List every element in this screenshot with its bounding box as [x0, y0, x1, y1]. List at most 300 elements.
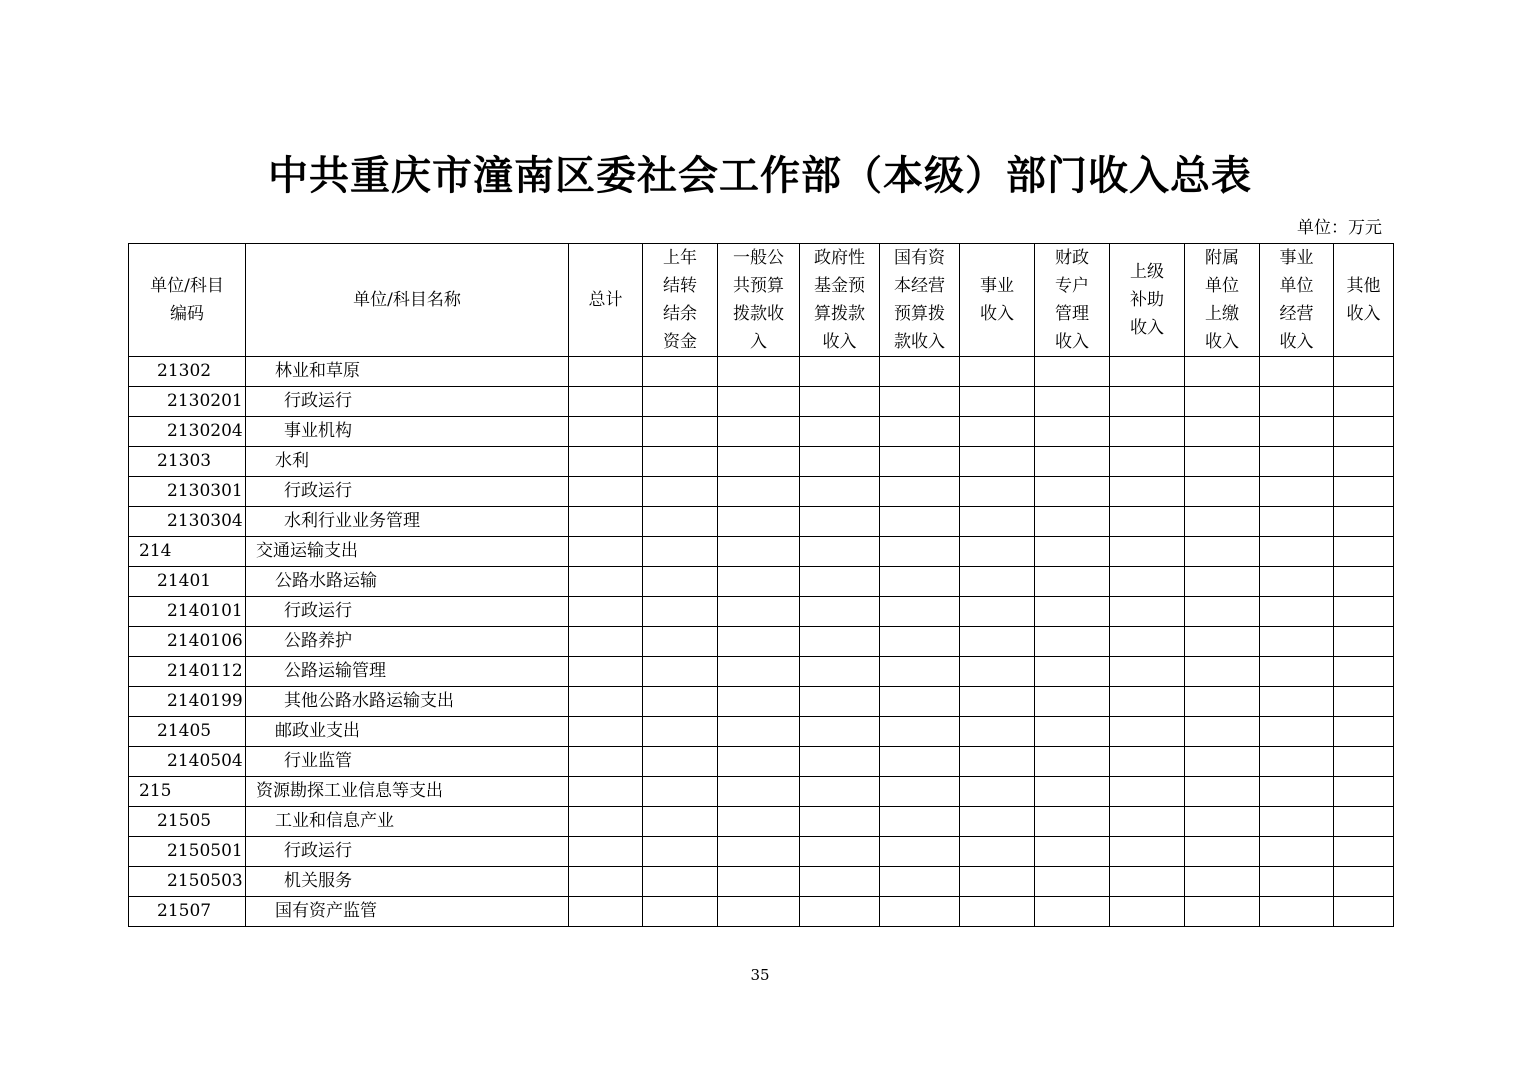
row-code: 2150501: [129, 837, 246, 867]
row-value-cell: [1185, 387, 1260, 417]
header-line: 管理: [1055, 304, 1089, 324]
row-value-cell: [1110, 447, 1185, 477]
row-value-cell: [569, 447, 643, 477]
row-value-cell: [800, 687, 880, 717]
row-name: 交通运输支出: [246, 537, 569, 567]
table-row: [129, 387, 1394, 417]
row-value-cell: [800, 717, 880, 747]
header-line: 事业: [980, 276, 1014, 296]
table-body: [129, 357, 1394, 927]
row-value-cell: [1035, 777, 1110, 807]
header-line: 收入: [1205, 332, 1239, 352]
row-value-cell: [1035, 657, 1110, 687]
income-summary-table: [128, 243, 1394, 927]
row-value-cell: [718, 507, 800, 537]
row-value-cell: [960, 897, 1035, 927]
header-line: 收入: [822, 332, 857, 352]
row-value-cell: [1035, 807, 1110, 837]
header-line: 上级: [1130, 262, 1164, 282]
table-row: [129, 417, 1394, 447]
header-line: 收入: [1279, 332, 1314, 352]
row-code: 2130204: [129, 417, 246, 447]
row-value-cell: [960, 507, 1035, 537]
header-carryover: [643, 244, 718, 357]
table-row: [129, 777, 1394, 807]
row-value-cell: [960, 477, 1035, 507]
header-line: 本经营: [894, 276, 945, 296]
row-value-cell: [569, 357, 643, 387]
row-value-cell: [1260, 597, 1334, 627]
row-value-cell: [569, 747, 643, 777]
row-value-cell: [569, 777, 643, 807]
row-value-cell: [800, 387, 880, 417]
table-row: [129, 717, 1394, 747]
header-upper-subsidy: [1110, 244, 1185, 357]
row-value-cell: [643, 567, 718, 597]
row-value-cell: [718, 867, 800, 897]
row-value-cell: [1260, 627, 1334, 657]
row-value-cell: [800, 537, 880, 567]
row-value-cell: [1035, 867, 1110, 897]
row-value-cell: [880, 387, 960, 417]
row-value-cell: [643, 387, 718, 417]
row-name: 其他公路水路运输支出: [246, 687, 569, 717]
row-value-cell: [1260, 357, 1334, 387]
header-line: 总计: [588, 290, 623, 310]
row-value-cell: [569, 837, 643, 867]
row-value-cell: [1334, 627, 1394, 657]
row-value-cell: [800, 657, 880, 687]
row-value-cell: [880, 897, 960, 927]
row-value-cell: [1185, 657, 1260, 687]
row-code: 2130301: [129, 477, 246, 507]
row-value-cell: [1334, 717, 1394, 747]
row-value-cell: [880, 537, 960, 567]
row-value-cell: [1334, 687, 1394, 717]
row-code: 21401: [129, 567, 246, 597]
row-value-cell: [1110, 717, 1185, 747]
row-value-cell: [1110, 837, 1185, 867]
row-value-cell: [880, 747, 960, 777]
row-name: 公路水路运输: [246, 567, 569, 597]
table-row: [129, 867, 1394, 897]
header-fiscal-special: [1035, 244, 1110, 357]
row-value-cell: [1334, 537, 1394, 567]
header-code: [129, 244, 246, 357]
row-value-cell: [1260, 447, 1334, 477]
row-code: 21303: [129, 447, 246, 477]
row-value-cell: [1035, 507, 1110, 537]
table-row: [129, 567, 1394, 597]
row-value-cell: [569, 717, 643, 747]
row-value-cell: [960, 837, 1035, 867]
table-row: [129, 747, 1394, 777]
row-name: 公路运输管理: [246, 657, 569, 687]
row-value-cell: [1334, 867, 1394, 897]
row-value-cell: [1110, 807, 1185, 837]
header-business-income: [960, 244, 1035, 357]
row-value-cell: [569, 507, 643, 537]
row-value-cell: [718, 897, 800, 927]
header-line: 基金预: [814, 276, 865, 296]
row-value-cell: [960, 717, 1035, 747]
row-name: 公路养护: [246, 627, 569, 657]
row-value-cell: [1185, 357, 1260, 387]
row-value-cell: [1185, 597, 1260, 627]
row-value-cell: [1035, 387, 1110, 417]
table-row: [129, 537, 1394, 567]
row-value-cell: [1260, 657, 1334, 687]
row-value-cell: [880, 657, 960, 687]
header-general-budget: [718, 244, 800, 357]
row-value-cell: [1110, 777, 1185, 807]
header-line: 入: [750, 332, 767, 352]
row-value-cell: [960, 627, 1035, 657]
row-name: 行业监管: [246, 747, 569, 777]
row-value-cell: [718, 627, 800, 657]
row-value-cell: [880, 477, 960, 507]
header-line: 单位: [1205, 276, 1239, 296]
row-value-cell: [643, 597, 718, 627]
header-gov-fund: [800, 244, 880, 357]
row-value-cell: [1110, 537, 1185, 567]
row-value-cell: [1035, 537, 1110, 567]
header-line: 结余: [663, 304, 697, 324]
row-value-cell: [1110, 897, 1185, 927]
row-value-cell: [1185, 627, 1260, 657]
header-row: [129, 244, 1394, 357]
header-state-capital: [880, 244, 960, 357]
row-name: 邮政业支出: [246, 717, 569, 747]
row-value-cell: [800, 867, 880, 897]
row-value-cell: [1334, 897, 1394, 927]
row-value-cell: [1260, 747, 1334, 777]
row-value-cell: [1110, 507, 1185, 537]
row-name: 行政运行: [246, 837, 569, 867]
row-value-cell: [1334, 777, 1394, 807]
row-value-cell: [643, 687, 718, 717]
header-line: 专户: [1055, 276, 1089, 296]
header-line: 编码: [170, 304, 204, 324]
row-value-cell: [569, 477, 643, 507]
row-value-cell: [1334, 837, 1394, 867]
header-other-income: [1334, 244, 1394, 357]
row-value-cell: [960, 747, 1035, 777]
table-row: [129, 657, 1394, 687]
row-value-cell: [960, 777, 1035, 807]
row-value-cell: [1035, 567, 1110, 597]
row-code: 2140106: [129, 627, 246, 657]
row-value-cell: [1185, 837, 1260, 867]
row-name: 行政运行: [246, 387, 569, 417]
row-value-cell: [1334, 387, 1394, 417]
row-name: 国有资产监管: [246, 897, 569, 927]
header-name: [246, 244, 569, 357]
row-value-cell: [800, 477, 880, 507]
row-code: 21405: [129, 717, 246, 747]
row-value-cell: [800, 747, 880, 777]
row-value-cell: [1185, 807, 1260, 837]
row-value-cell: [1035, 717, 1110, 747]
row-value-cell: [1110, 867, 1185, 897]
row-value-cell: [1260, 687, 1334, 717]
row-value-cell: [1185, 507, 1260, 537]
row-value-cell: [718, 447, 800, 477]
table-row: [129, 807, 1394, 837]
row-value-cell: [800, 507, 880, 537]
row-value-cell: [800, 777, 880, 807]
row-value-cell: [960, 417, 1035, 447]
row-value-cell: [880, 357, 960, 387]
table-row: [129, 507, 1394, 537]
row-value-cell: [1035, 687, 1110, 717]
row-value-cell: [1185, 897, 1260, 927]
row-value-cell: [960, 447, 1035, 477]
row-value-cell: [643, 507, 718, 537]
row-value-cell: [718, 687, 800, 717]
header-line: 共预算: [733, 276, 784, 296]
row-value-cell: [960, 567, 1035, 597]
row-value-cell: [718, 657, 800, 687]
row-name: 事业机构: [246, 417, 569, 447]
row-value-cell: [880, 417, 960, 447]
row-value-cell: [1260, 777, 1334, 807]
row-value-cell: [880, 807, 960, 837]
header-line: 结转: [663, 276, 697, 296]
row-code: 21302: [129, 357, 246, 387]
row-value-cell: [569, 417, 643, 447]
header-line: 拨款收: [733, 304, 784, 324]
row-value-cell: [960, 687, 1035, 717]
row-code: 214: [129, 537, 246, 567]
row-value-cell: [1334, 357, 1394, 387]
row-code: 2140199: [129, 687, 246, 717]
row-value-cell: [1185, 477, 1260, 507]
row-value-cell: [1260, 837, 1334, 867]
row-value-cell: [1035, 837, 1110, 867]
row-value-cell: [1110, 657, 1185, 687]
header-line: 政府性: [814, 248, 865, 268]
header-line: 财政: [1055, 248, 1089, 268]
table-row: [129, 897, 1394, 927]
row-value-cell: [1110, 387, 1185, 417]
row-value-cell: [1035, 477, 1110, 507]
row-value-cell: [718, 567, 800, 597]
row-code: 21505: [129, 807, 246, 837]
row-value-cell: [1110, 357, 1185, 387]
row-value-cell: [1260, 507, 1334, 537]
row-value-cell: [569, 657, 643, 687]
row-value-cell: [643, 447, 718, 477]
row-value-cell: [1110, 687, 1185, 717]
header-line: 款收入: [894, 332, 945, 352]
row-value-cell: [569, 537, 643, 567]
table-row: [129, 687, 1394, 717]
table-row: [129, 837, 1394, 867]
row-value-cell: [880, 447, 960, 477]
row-value-cell: [800, 837, 880, 867]
header-affiliate-payment: [1185, 244, 1260, 357]
row-value-cell: [1110, 597, 1185, 627]
row-value-cell: [800, 597, 880, 627]
row-name: 林业和草原: [246, 357, 569, 387]
row-value-cell: [1185, 687, 1260, 717]
table-row: [129, 447, 1394, 477]
row-value-cell: [1260, 867, 1334, 897]
header-line: 收入: [1346, 304, 1381, 324]
row-value-cell: [1260, 567, 1334, 597]
header-line: 上缴: [1205, 304, 1239, 324]
row-value-cell: [960, 807, 1035, 837]
row-value-cell: [1334, 597, 1394, 627]
row-value-cell: [643, 777, 718, 807]
row-value-cell: [643, 747, 718, 777]
row-value-cell: [1110, 627, 1185, 657]
row-value-cell: [1185, 867, 1260, 897]
row-value-cell: [960, 387, 1035, 417]
row-value-cell: [643, 477, 718, 507]
row-name: 工业和信息产业: [246, 807, 569, 837]
header-line: 单位/科目名称: [353, 290, 461, 310]
row-value-cell: [643, 807, 718, 837]
row-value-cell: [880, 507, 960, 537]
row-value-cell: [880, 717, 960, 747]
row-value-cell: [1110, 477, 1185, 507]
header-line: 一般公: [733, 248, 784, 268]
header-line: 其他: [1346, 276, 1381, 296]
row-value-cell: [643, 867, 718, 897]
row-value-cell: [718, 387, 800, 417]
row-value-cell: [1260, 537, 1334, 567]
row-code: 2140101: [129, 597, 246, 627]
row-value-cell: [1334, 417, 1394, 447]
header-business-operating: [1260, 244, 1334, 357]
row-value-cell: [569, 597, 643, 627]
header-line: 国有资: [894, 248, 945, 268]
row-value-cell: [1260, 387, 1334, 417]
row-value-cell: [1035, 357, 1110, 387]
row-value-cell: [1260, 807, 1334, 837]
row-value-cell: [1185, 537, 1260, 567]
header-line: 收入: [980, 304, 1014, 324]
row-value-cell: [643, 537, 718, 567]
row-value-cell: [569, 387, 643, 417]
row-value-cell: [1110, 747, 1185, 777]
row-value-cell: [718, 477, 800, 507]
header-line: 经营: [1279, 304, 1314, 324]
row-value-cell: [1260, 417, 1334, 447]
row-value-cell: [880, 687, 960, 717]
row-name: 水利行业业务管理: [246, 507, 569, 537]
row-value-cell: [569, 867, 643, 897]
row-value-cell: [569, 807, 643, 837]
row-value-cell: [569, 567, 643, 597]
row-value-cell: [880, 567, 960, 597]
row-name: 水利: [246, 447, 569, 477]
table-row: [129, 597, 1394, 627]
row-value-cell: [1035, 747, 1110, 777]
row-name: 机关服务: [246, 867, 569, 897]
row-code: 215: [129, 777, 246, 807]
row-name: 行政运行: [246, 597, 569, 627]
row-value-cell: [1185, 747, 1260, 777]
row-value-cell: [1260, 897, 1334, 927]
page-title: 中共重庆市潼南区委社会工作部（本级）部门收入总表: [268, 153, 1252, 199]
row-value-cell: [718, 537, 800, 567]
row-value-cell: [880, 627, 960, 657]
header-line: 收入: [1055, 332, 1089, 352]
unit-label: 单位：万元: [1297, 218, 1382, 238]
row-value-cell: [1334, 807, 1394, 837]
row-code: 2140112: [129, 657, 246, 687]
header-line: 附属: [1205, 248, 1239, 268]
row-value-cell: [1185, 717, 1260, 747]
row-value-cell: [800, 807, 880, 837]
row-value-cell: [1334, 657, 1394, 687]
row-value-cell: [569, 627, 643, 657]
row-value-cell: [800, 357, 880, 387]
row-value-cell: [1334, 567, 1394, 597]
row-value-cell: [800, 447, 880, 477]
row-value-cell: [960, 537, 1035, 567]
row-code: 2130201: [129, 387, 246, 417]
row-value-cell: [643, 627, 718, 657]
row-value-cell: [718, 417, 800, 447]
row-value-cell: [1035, 447, 1110, 477]
row-name: 行政运行: [246, 477, 569, 507]
row-code: 21507: [129, 897, 246, 927]
header-line: 收入: [1130, 318, 1164, 338]
row-value-cell: [1110, 567, 1185, 597]
row-value-cell: [800, 897, 880, 927]
row-value-cell: [1260, 717, 1334, 747]
row-value-cell: [643, 897, 718, 927]
header-total: [569, 244, 643, 357]
row-value-cell: [880, 777, 960, 807]
row-value-cell: [1334, 477, 1394, 507]
row-value-cell: [1035, 417, 1110, 447]
header-line: 补助: [1130, 290, 1164, 310]
row-value-cell: [718, 777, 800, 807]
row-value-cell: [800, 627, 880, 657]
row-value-cell: [880, 837, 960, 867]
row-code: 2130304: [129, 507, 246, 537]
row-value-cell: [960, 867, 1035, 897]
table-row: [129, 627, 1394, 657]
header-line: 算拨款: [814, 304, 865, 324]
row-value-cell: [643, 357, 718, 387]
row-value-cell: [960, 357, 1035, 387]
row-value-cell: [718, 807, 800, 837]
row-value-cell: [1035, 897, 1110, 927]
row-value-cell: [1185, 417, 1260, 447]
row-value-cell: [1334, 447, 1394, 477]
row-value-cell: [569, 687, 643, 717]
row-code: 2140504: [129, 747, 246, 777]
row-value-cell: [800, 417, 880, 447]
row-value-cell: [960, 657, 1035, 687]
header-line: 资金: [663, 332, 697, 352]
row-value-cell: [880, 867, 960, 897]
row-value-cell: [718, 837, 800, 867]
header-line: 上年: [663, 248, 697, 268]
row-value-cell: [1185, 567, 1260, 597]
row-value-cell: [1334, 747, 1394, 777]
row-value-cell: [643, 717, 718, 747]
table-row: [129, 477, 1394, 507]
row-value-cell: [880, 597, 960, 627]
row-value-cell: [718, 747, 800, 777]
